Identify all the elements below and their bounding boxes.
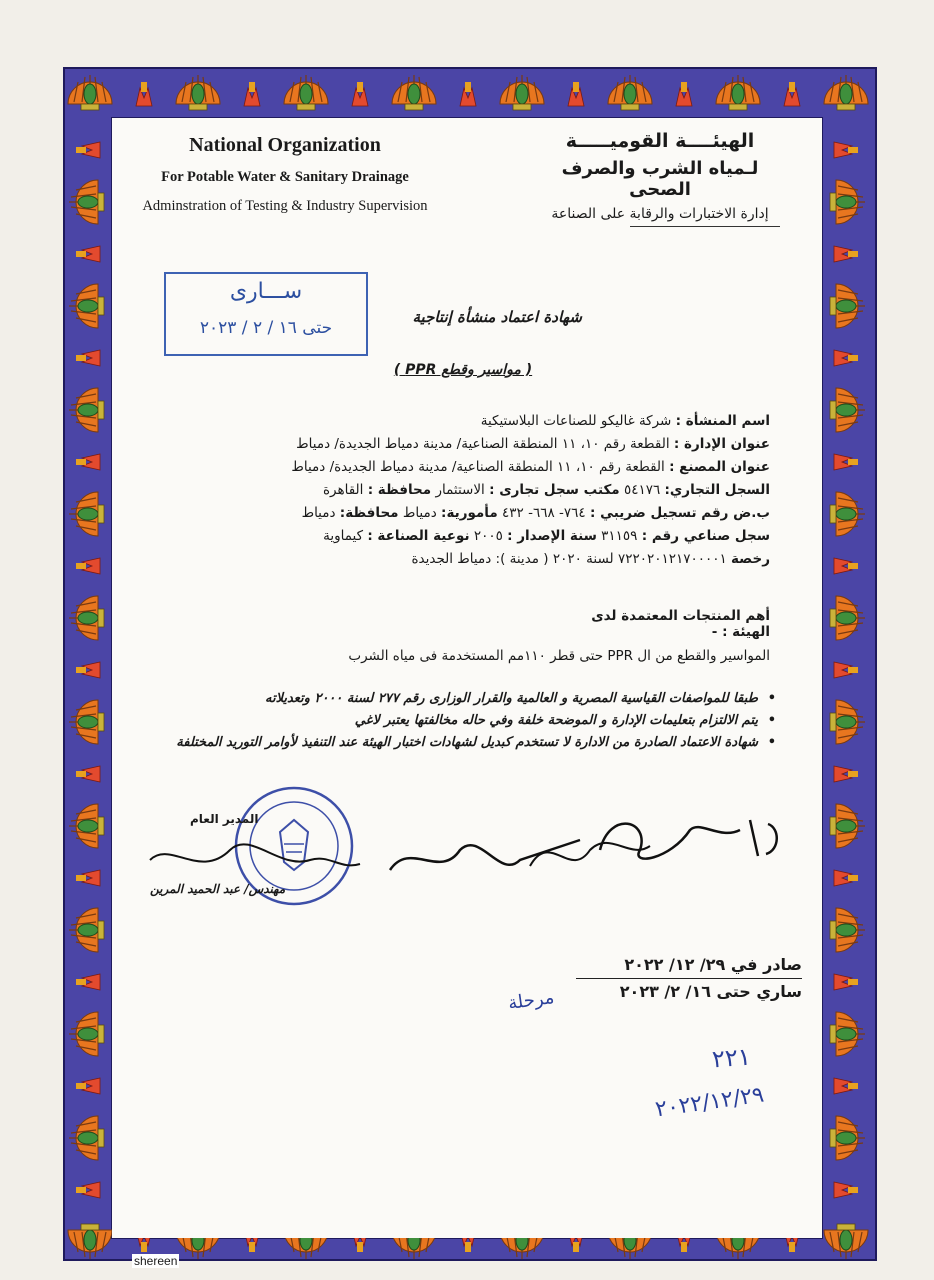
- tax-gov-label: محافظة:: [339, 505, 399, 521]
- header-rule: [630, 226, 780, 227]
- condition-item: • يتم الالتزام بتعليمات الإدارة و الموضحة خلفة وفي حاله مخالفتها يعتبر لاغي: [150, 710, 780, 732]
- factory-address-value: القطعة رقم ١٠، ١١ المنطقة الصناعية/ مدينة دمياط الجديدة/ دمياط: [291, 459, 665, 475]
- stamp-valid-word: ســـارى: [229, 279, 303, 304]
- admin-address-label: عنوان الإدارة :: [673, 436, 770, 452]
- issue-dates: [576, 952, 802, 1005]
- facility-value: شركة غاليكو للصناعات البلاستيكية: [480, 413, 672, 429]
- condition-item: • شهادة الاعتماد الصادرة من الادارة لا تستخدم كبديل لشهادات اختبار الهيئة عند التنفيذ لأوامر التوريد المختلفة: [150, 732, 780, 754]
- conditions-list: [150, 688, 780, 754]
- commercial-reg-value: ٥٤١٧٦: [623, 482, 661, 498]
- industrial-reg-label: سجل صناعي رقم :: [641, 528, 770, 544]
- handwritten-date: ٢٠٢٢/١٢/٢٩: [653, 1082, 766, 1123]
- handwritten-number: ٢٢١: [711, 1042, 752, 1074]
- facility-fields: [210, 410, 770, 571]
- products-line: المواسير والقطع من ال PPR حتى قطر ١١٠مم المستخدمة فى مياه الشرب: [348, 648, 770, 664]
- license-value: ٧٢٢٠٢٠١٢١٧٠٠٠٠١ لسنة ٢٠٢٠ ( مدينة ): دمياط الجديدة: [411, 551, 727, 567]
- license-row: [210, 548, 770, 571]
- reg-office-label: مكتب سجل تجارى :: [489, 482, 620, 498]
- org-subtitle-ar: لـمياه الشرب والصرف الصحى: [561, 158, 759, 200]
- admin-address-value: القطعة رقم ١٠، ١١ المنطقة الصناعية/ مدينة دمياط الجديدة/ دمياط: [296, 436, 670, 452]
- issue-year-label: سنة الإصدار :: [507, 528, 597, 544]
- tax-office-label: مأمورية:: [441, 505, 498, 521]
- org-name-en: National Organization: [189, 134, 381, 156]
- factory-address-label: عنوان المصنع :: [669, 459, 770, 475]
- signatory-role: المدير العام: [190, 812, 259, 826]
- certificate-title: شهادة اعتماد منشأة إنتاجية: [412, 308, 582, 326]
- condition-item: • طبقا للمواصفات القياسية المصرية و العالمية والقرار الوزارى رقم ٢٧٧ لسنة ٢٠٠٠ وتعديلاته: [150, 688, 780, 710]
- stamp-valid-until: حتى ١٦ / ٢ / ٢٠٢٣: [199, 318, 333, 338]
- industrial-reg-row: [210, 525, 770, 548]
- facility-label: اسم المنشأة :: [675, 413, 770, 429]
- certificate-subtitle: ( مواسير وقطع PPR ): [393, 362, 533, 378]
- tax-label: ب.ض رقم تسجيل ضريبي :: [589, 505, 770, 521]
- industry-type-label: نوعية الصناعة :: [367, 528, 470, 544]
- products-title: أهم المنتجات المعتمدة لدى الهيئة : -: [591, 608, 770, 640]
- org-name-ar: الهيئــــة القوميـــــة: [565, 130, 755, 152]
- tax-row: [210, 502, 770, 525]
- license-label: رخصة: [731, 551, 770, 567]
- header-english: [120, 132, 450, 215]
- administration-en: Adminstration of Testing & Industry Supervision: [142, 198, 428, 214]
- tax-office-value: دمياط: [402, 505, 437, 521]
- tax-gov-value: دمياط: [301, 505, 336, 521]
- reviewer-signature: [590, 800, 790, 870]
- governorate-value: القاهرة: [322, 482, 364, 498]
- commercial-reg-label: السجل التجاري:: [664, 482, 770, 498]
- footer-name: shereen: [134, 1254, 178, 1268]
- handwritten-mark: مرحلة: [506, 986, 556, 1015]
- valid-until-date: ساري حتى ١٦/ ٢/ ٢٠٢٣: [619, 982, 802, 1001]
- industry-type-value: كيماوية: [323, 528, 364, 544]
- governorate-label: محافظة :: [367, 482, 432, 498]
- facility-row: [210, 410, 770, 433]
- reg-office-value: الاستثمار: [435, 482, 485, 498]
- org-subtitle-en: For Potable Water & Sanitary Drainage: [161, 169, 409, 185]
- header-arabic: [540, 130, 780, 227]
- validity-stamp-box: [164, 272, 368, 356]
- handwritten-signatures: [140, 820, 660, 900]
- factory-address-row: [210, 456, 770, 479]
- industrial-reg-value: ٣١١٥٩: [601, 528, 638, 544]
- administration-ar: إدارة الاختبارات والرقابة على الصناعة: [551, 206, 769, 222]
- tax-value: ٧٦٤- ٦٦٨- ٤٣٢: [502, 505, 586, 521]
- commercial-reg-row: [210, 479, 770, 502]
- issued-date: صادر في ٢٩/ ١٢/ ٢٠٢٢: [624, 955, 802, 974]
- issue-year-value: ٢٠٠٥: [473, 528, 503, 544]
- signatory-name: مهندس/ عبد الحميد المرين: [150, 882, 286, 896]
- admin-address-row: [210, 433, 770, 456]
